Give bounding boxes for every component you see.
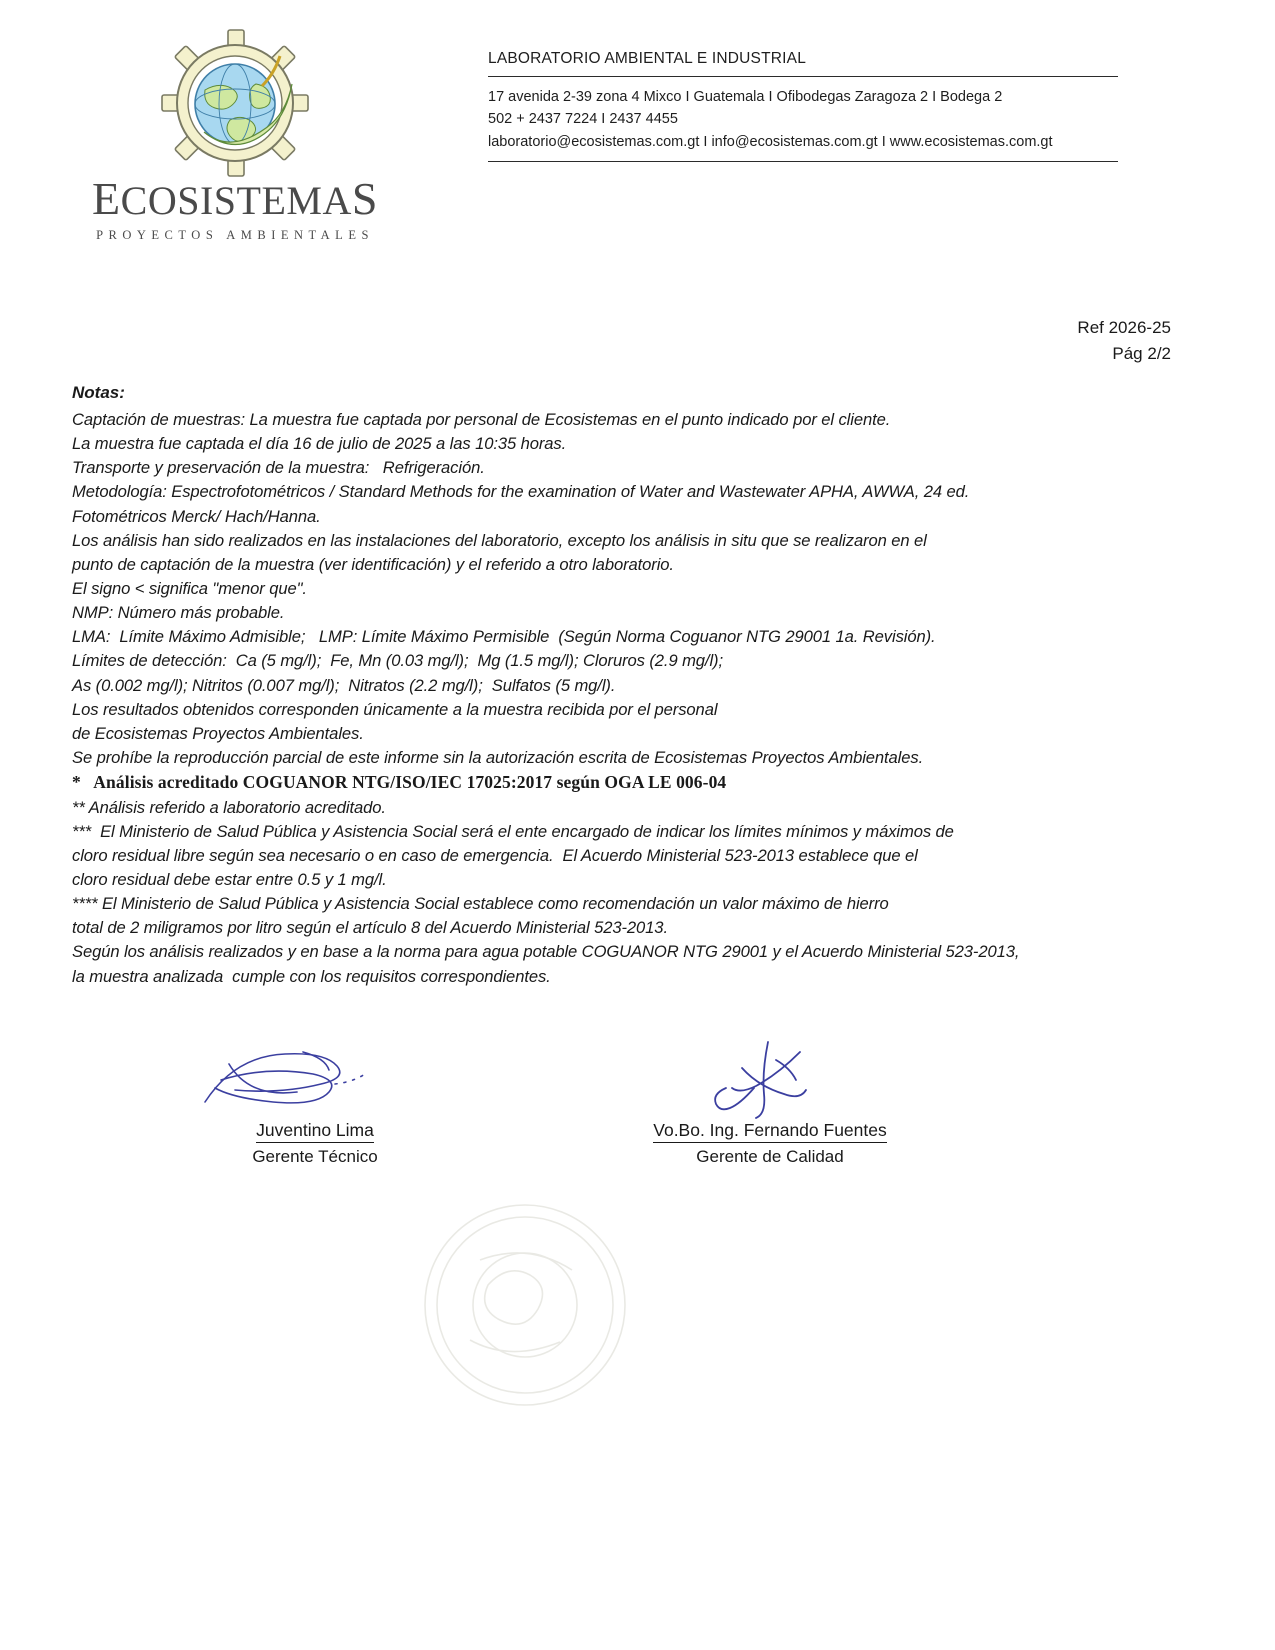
notes-title: Notas:: [72, 383, 125, 402]
note-line: Los resultados obtenidos corresponden únicamente a la muestra recibida por el personal: [72, 699, 718, 719]
note-line: Transporte y preservación de la muestra: Refrigeración.: [72, 458, 485, 478]
note-line: El signo < significa "menor que".: [72, 578, 307, 598]
note-line: La muestra fue captada el día 16 de julio de 2025 a las 10:35 horas.: [72, 434, 567, 454]
note-line: cloro residual libre según sea necesario o en caso de emergencia. El Acuerdo Ministerial 523-2013 establece que el: [72, 845, 918, 865]
note-line: Captación de muestras: La muestra fue captada por personal de Ecosistemas en el punto indicado por el cliente.: [72, 410, 891, 429]
signature-name: Vo.Bo. Ing. Fernando Fuentes: [653, 1120, 887, 1143]
note-line: punto de captación de la muestra (ver identificación) y el referido a otro laboratorio.: [72, 554, 674, 574]
note-line: Se prohíbe la reproducción parcial de este informe sin la autorización escrita de Ecosistemas Proyectos Ambientales.: [72, 747, 924, 767]
signature-block-quality-manager: [560, 1040, 980, 1167]
note-line: Según los análisis realizados y en base a la norma para agua potable COGUANOR NTG 29001 y el Acuerdo Ministerial 523-2013,: [72, 942, 1020, 962]
note-line: de Ecosistemas Proyectos Ambientales.: [72, 723, 364, 743]
reference-block: [1077, 315, 1171, 366]
note-line: Fotométricos Merck/ Hach/Hanna.: [72, 506, 321, 526]
note-line: Los análisis han sido realizados en las instalaciones del laboratorio, excepto los análisis in situ que se realizaron en el: [72, 530, 927, 550]
note-line: total de 2 miligramos por litro según el artículo 8 del Acuerdo Ministerial 523-2013.: [72, 918, 668, 938]
header-address: 17 avenida 2-39 zona 4 Mixco I Guatemala I Ofibodegas Zaragoza 2 I Bodega 2: [488, 89, 1003, 105]
page-number: Pág 2/2: [1112, 343, 1171, 363]
logo-wordmark: [85, 172, 385, 225]
reference-number: Ref 2026-25: [1077, 318, 1171, 337]
document-header: [0, 28, 1275, 248]
company-logo: [85, 28, 385, 243]
note-accredited: * Análisis acreditado COGUANOR NTG/ISO/IEC 17025:2017 según OGA LE 006-04: [72, 772, 727, 793]
logo-tagline: PROYECTOS AMBIENTALES: [96, 228, 374, 242]
gear-globe-icon: [160, 28, 310, 178]
note-line: cloro residual debe estar entre 0.5 y 1 mg/l.: [72, 869, 387, 889]
note-line: Metodología: Espectrofotométricos / Standard Methods for the examination of Water and Wastewater APHA, AWWA, 24 ed.: [72, 482, 970, 502]
header-phone: 502 + 2437 7224 I 2437 4455: [488, 111, 678, 128]
header-contact-lines: [488, 77, 1118, 161]
logo-wordmark-s: S: [351, 173, 378, 224]
note-line: ** Análisis referido a laboratorio acreditado.: [72, 797, 386, 817]
signature-role: Gerente Técnico: [252, 1147, 378, 1166]
header-divider-bottom: [488, 161, 1118, 162]
note-line: **** El Ministerio de Salud Pública y Asistencia Social establece como recomendación un valor máximo de hierro: [72, 894, 889, 914]
signature-mark-icon: [560, 1040, 980, 1120]
note-line: Límites de detección: Ca (5 mg/l); Fe, Mn (0.03 mg/l); Mg (1.5 mg/l); Cloruros (2.9 mg/l);: [72, 651, 723, 671]
logo-wordmark-rest: COSISTEMA: [120, 178, 352, 223]
note-line: NMP: Número más probable.: [72, 603, 285, 623]
header-email: laboratorio@ecosistemas.com.gt I info@ecosistemas.com.gt I www.ecosistemas.com.gt: [488, 133, 1053, 150]
notes-section: [72, 383, 1152, 989]
header-contact-block: [488, 50, 1118, 162]
note-line: As (0.002 mg/l); Nitritos (0.007 mg/l); Nitratos (2.2 mg/l); Sulfatos (5 mg/l).: [72, 675, 616, 695]
note-line: LMA: Límite Máximo Admisible; LMP: Límite Máximo Permisible (Según Norma Coguanor NTG 29001 1a. Revisión).: [72, 627, 936, 647]
signature-role: Gerente de Calidad: [696, 1147, 844, 1166]
stamp-watermark-icon: [410, 1190, 640, 1420]
signature-name: Juventino Lima: [256, 1120, 374, 1143]
logo-wordmark-e: E: [92, 173, 121, 224]
signature-mark-icon: [150, 1040, 480, 1120]
signature-block-technical-manager: [150, 1040, 480, 1167]
header-title: LABORATORIO AMBIENTAL E INDUSTRIAL: [488, 50, 807, 67]
note-line: *** El Ministerio de Salud Pública y Asistencia Social será el ente encargado de indicar los límites mínimos y máximos de: [72, 821, 954, 841]
note-line: la muestra analizada cumple con los requisitos correspondientes.: [72, 966, 551, 986]
